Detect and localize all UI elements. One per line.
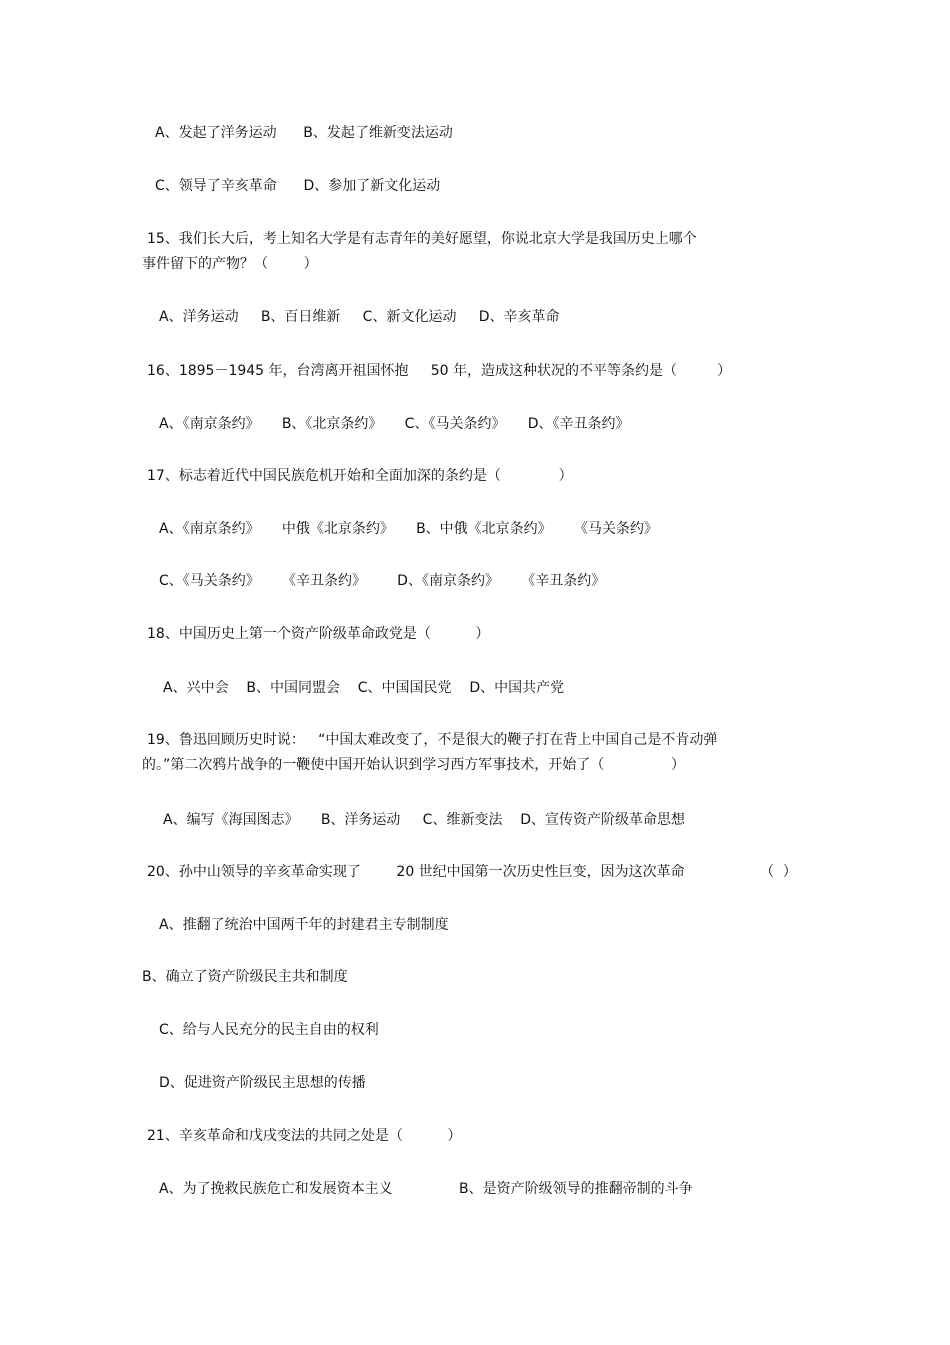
- q19-stem-line2: 的。”第二次鸦片战争的一鞭使中国开始认识到学习西方军事技术，开始了（ ）: [142, 757, 686, 773]
- q16-stem: 16、1895－1945 年，台湾离开祖国怀抱 50 年，造成这种状况的不平等条约是（ ）: [147, 363, 732, 379]
- q15-stem-line1: 15、我们长大后，考上知名大学是有志青年的美好愿望，你说北京大学是我国历史上哪个: [147, 231, 697, 247]
- q14-options-ab: A、发起了洋务运动 B、发起了维新变法运动: [155, 125, 453, 141]
- q20-option-b: B、确立了资产阶级民主共和制度: [142, 969, 348, 985]
- q21-stem: 21、辛亥革命和戊戌变法的共同之处是（ ）: [147, 1128, 462, 1144]
- q14-options-cd: C、领导了辛亥革命 D、参加了新文化运动: [155, 178, 441, 194]
- q21-option-b: B、是资产阶级领导的推翻帝制的斗争: [459, 1181, 693, 1197]
- q17-options-cd: C、《马关条约》 《辛丑条约》 D、《南京条约》 《辛丑条约》: [159, 573, 606, 589]
- q20-option-a: A、推翻了统治中国两千年的封建君主专制制度: [159, 917, 449, 933]
- q18-options: A、兴中会 B、中国同盟会 C、中国国民党 D、中国共产党: [163, 680, 565, 696]
- q15-stem-line2: 事件留下的产物？（ ）: [142, 256, 318, 272]
- q20-stem: 20、孙中山领导的辛亥革命实现了 20 世纪中国第一次历史性巨变，因为这次革命: [147, 864, 685, 880]
- q19-options: A、编写《海国图志》 B、洋务运动 C、维新变法 D、宣传资产阶级革命思想: [163, 812, 686, 828]
- q21-option-a: A、为了挽救民族危亡和发展资本主义: [159, 1181, 393, 1197]
- q20-option-c: C、给与人民充分的民主自由的权利: [159, 1022, 379, 1038]
- q20-option-d: D、促进资产阶级民主思想的传播: [159, 1075, 366, 1091]
- q17-stem: 17、标志着近代中国民族危机开始和全面加深的条约是（ ）: [147, 468, 573, 484]
- q17-options-ab: A、《南京条约》 中俄《北京条约》 B、中俄《北京条约》 《马关条约》: [159, 521, 658, 537]
- q15-options: A、洋务运动 B、百日维新 C、新文化运动 D、辛亥革命: [159, 309, 560, 325]
- q18-stem: 18、中国历史上第一个资产阶级革命政党是（ ）: [147, 626, 490, 642]
- q20-answer-blank: （ ）: [760, 864, 797, 880]
- q16-options: A、《南京条约》 B、《北京条约》 C、《马关条约》 D、《辛丑条约》: [159, 416, 630, 432]
- q19-stem-line1: 19、鲁迅回顾历史时说： “中国太难改变了，不是很大的鞭子打在背上中国自己是不肯动弹: [147, 732, 718, 748]
